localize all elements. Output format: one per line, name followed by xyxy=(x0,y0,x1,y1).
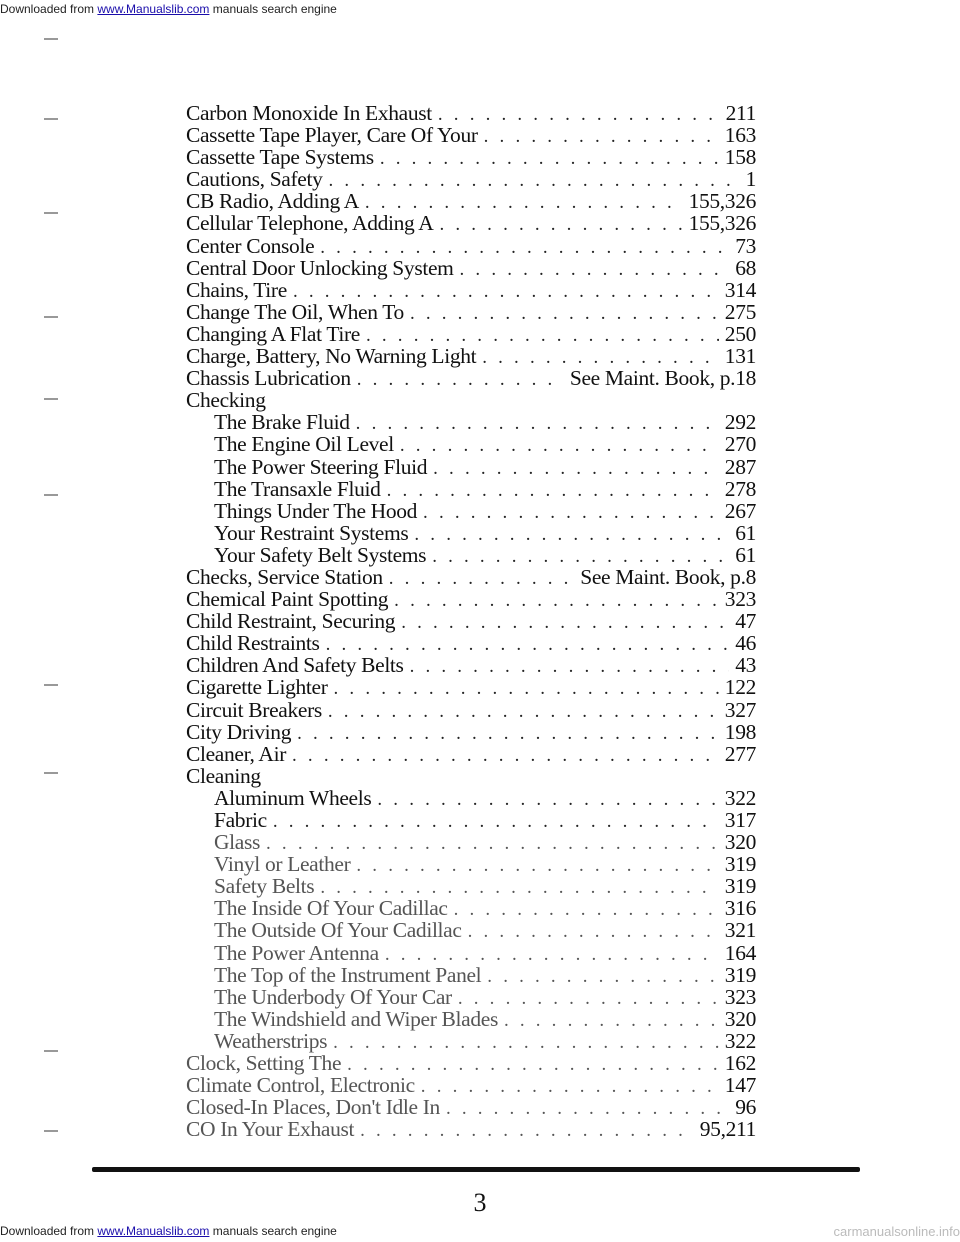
entry-page: 61 xyxy=(735,520,756,545)
entry-page: 292 xyxy=(724,410,756,435)
entry-page: 320 xyxy=(724,830,756,855)
index-subentry xyxy=(186,433,756,455)
index-subentry xyxy=(186,478,756,500)
entry-label: Children And Safety Belts xyxy=(186,653,404,678)
binding-mark xyxy=(44,212,58,214)
index-subentry xyxy=(186,500,756,522)
binding-mark xyxy=(44,1130,58,1132)
index-subentry xyxy=(186,897,756,919)
dot-leader xyxy=(410,303,719,325)
entry-page: 319 xyxy=(724,962,756,987)
index-entry xyxy=(186,1074,756,1096)
watermark: carmanualsonline.info xyxy=(833,1224,960,1239)
entry-page: 319 xyxy=(724,874,756,899)
index-entry xyxy=(186,721,756,743)
entry-page: 320 xyxy=(724,1006,756,1031)
download-footer xyxy=(0,1224,337,1238)
manualslib-footer-link[interactable]: www.Manualslib.com xyxy=(97,1224,210,1238)
index-subentry xyxy=(186,411,756,433)
entry-label: Cellular Telephone, Adding A xyxy=(186,211,434,236)
binding-mark xyxy=(44,118,58,120)
entry-page: 155,326 xyxy=(688,211,756,236)
entry-label: City Driving xyxy=(186,719,292,744)
heading-label: Checking xyxy=(186,388,266,413)
dot-leader xyxy=(421,1076,719,1098)
index-subentry xyxy=(186,919,756,941)
index-entry xyxy=(186,124,756,146)
index-subentry xyxy=(186,1030,756,1052)
dot-leader xyxy=(487,966,719,988)
entry-label: The Windshield and Wiper Blades xyxy=(214,1006,498,1031)
dot-leader xyxy=(377,789,718,811)
index-entry xyxy=(186,743,756,765)
entry-label: Carbon Monoxide In Exhaust xyxy=(186,101,432,125)
entry-page: 158 xyxy=(724,145,756,170)
binding-mark xyxy=(44,772,58,774)
entry-label: The Brake Fluid xyxy=(214,410,350,435)
entry-page: 164 xyxy=(724,940,756,965)
entry-page: 275 xyxy=(724,299,756,324)
dot-leader xyxy=(394,590,719,612)
footer-prefix: Downloaded from xyxy=(0,1224,98,1238)
index-entry xyxy=(186,212,756,234)
entry-page: 323 xyxy=(724,587,756,612)
dot-leader xyxy=(410,656,730,678)
entry-label: Child Restraint, Securing xyxy=(186,609,396,634)
index-entry xyxy=(186,279,756,301)
entry-page: 319 xyxy=(724,852,756,877)
dot-leader xyxy=(380,148,719,170)
entry-page: 162 xyxy=(724,1051,756,1076)
entry-page: 322 xyxy=(724,785,756,810)
entry-page: 95,211 xyxy=(699,1117,756,1142)
index-entry xyxy=(186,190,756,212)
entry-page: 47 xyxy=(735,609,756,634)
entry-page: 267 xyxy=(724,498,756,523)
footer-rule xyxy=(92,1167,860,1172)
index-subentry xyxy=(186,809,756,831)
entry-label: Change The Oil, When To xyxy=(186,299,404,324)
index-entry xyxy=(186,1052,756,1074)
entry-label: Clock, Setting The xyxy=(186,1051,342,1076)
dot-leader xyxy=(328,701,719,723)
dot-leader xyxy=(292,745,719,767)
index-subentry xyxy=(186,875,756,897)
entry-label: Child Restraints xyxy=(186,631,320,656)
index-subentry xyxy=(186,456,756,478)
entry-page: 1 xyxy=(745,167,756,192)
entry-label: Cautions, Safety xyxy=(186,167,323,192)
index-entry xyxy=(186,345,756,367)
index-entry xyxy=(186,632,756,654)
entry-page: See Maint. Book, p.18 xyxy=(569,366,756,391)
entry-page: 122 xyxy=(724,675,756,700)
index-list xyxy=(186,102,756,1140)
index-entry xyxy=(186,323,756,345)
index-entry xyxy=(186,699,756,721)
entry-page: 198 xyxy=(724,719,756,744)
dot-leader xyxy=(423,502,719,524)
entry-label: Central Door Unlocking System xyxy=(186,255,454,280)
entry-label: The Power Antenna xyxy=(214,940,379,965)
dot-leader xyxy=(273,811,719,833)
footer-suffix: manuals search engine xyxy=(209,1224,337,1238)
entry-label: Your Safety Belt Systems xyxy=(214,542,427,567)
entry-page: 321 xyxy=(724,918,756,943)
dot-leader xyxy=(439,214,682,236)
entry-label: The Engine Oil Level xyxy=(214,432,394,457)
entry-label: Vinyl or Leather xyxy=(214,852,351,877)
dot-leader xyxy=(389,568,574,590)
dot-leader xyxy=(401,612,729,634)
entry-label: Weatherstrips xyxy=(214,1028,328,1053)
entry-label: Cigarette Lighter xyxy=(186,675,328,700)
entry-page: 270 xyxy=(724,432,756,457)
entry-label: Chains, Tire xyxy=(186,277,287,302)
entry-label: Cassette Tape Player, Care Of Your xyxy=(186,123,478,148)
download-header xyxy=(0,2,337,16)
index-entry xyxy=(186,588,756,610)
index-heading xyxy=(186,765,756,787)
entry-page: 250 xyxy=(724,321,756,346)
entry-page: 73 xyxy=(735,233,756,258)
entry-page: 211 xyxy=(725,101,756,125)
dot-leader xyxy=(357,369,564,391)
entry-label: The Inside Of Your Cadillac xyxy=(214,896,448,921)
entry-label: Climate Control, Electronic xyxy=(186,1073,415,1098)
dot-leader xyxy=(400,435,719,457)
binding-mark xyxy=(44,1050,58,1052)
entry-page: 61 xyxy=(735,542,756,567)
entry-page: 317 xyxy=(724,808,756,832)
entry-label: Glass xyxy=(214,830,261,855)
entry-label: Checks, Service Station xyxy=(186,564,383,589)
dot-leader xyxy=(329,170,740,192)
entry-page: 316 xyxy=(724,896,756,921)
index-entry xyxy=(186,168,756,190)
manualslib-link[interactable]: www.Manualslib.com xyxy=(97,2,210,16)
index-subentry xyxy=(186,986,756,1008)
dot-leader xyxy=(360,1120,694,1142)
dot-leader xyxy=(333,1032,719,1054)
index-entry xyxy=(186,235,756,257)
entry-label: Cassette Tape Systems xyxy=(186,145,374,170)
entry-label: Chemical Paint Spotting xyxy=(186,587,389,612)
index-entry xyxy=(186,146,756,168)
entry-page: 46 xyxy=(735,631,756,656)
entry-label: Things Under The Hood xyxy=(214,498,418,523)
entry-label: CO In Your Exhaust xyxy=(186,1117,355,1142)
dot-leader xyxy=(356,413,719,435)
index-heading xyxy=(186,389,756,411)
entry-label: The Underbody Of Your Car xyxy=(214,984,452,1009)
entry-page: 43 xyxy=(735,653,756,678)
index-entry xyxy=(186,676,756,698)
entry-label: Your Restraint Systems xyxy=(214,520,409,545)
dot-leader xyxy=(454,899,719,921)
dot-leader xyxy=(468,921,719,943)
dot-leader xyxy=(446,1098,729,1120)
entry-page: 131 xyxy=(724,344,756,369)
entry-page: 323 xyxy=(724,984,756,1009)
entry-page: 277 xyxy=(724,741,756,766)
index-subentry xyxy=(186,522,756,544)
entry-label: The Outside Of Your Cadillac xyxy=(214,918,462,943)
entry-label: The Top of the Instrument Panel xyxy=(214,962,482,987)
dot-leader xyxy=(387,480,719,502)
index-entry xyxy=(186,301,756,323)
binding-mark xyxy=(44,398,58,400)
entry-label: Aluminum Wheels xyxy=(214,785,372,810)
dot-leader xyxy=(334,678,719,700)
entry-label: Fabric xyxy=(214,808,267,832)
entry-label: The Power Steering Fluid xyxy=(214,454,428,479)
entry-label: Cleaner, Air xyxy=(186,741,287,766)
index-entry xyxy=(186,102,756,124)
entry-label: The Transaxle Fluid xyxy=(214,476,381,501)
index-entry xyxy=(186,1096,756,1118)
entry-label: Chassis Lubrication xyxy=(186,366,351,391)
dot-leader xyxy=(433,458,719,480)
index-entry xyxy=(186,1118,756,1140)
entry-page: 96 xyxy=(735,1095,756,1120)
index-subentry xyxy=(186,942,756,964)
entry-label: Center Console xyxy=(186,233,315,258)
binding-mark xyxy=(44,316,58,318)
entry-page: 322 xyxy=(724,1028,756,1053)
index-subentry xyxy=(186,964,756,986)
dot-leader xyxy=(356,855,718,877)
index-subentry xyxy=(186,853,756,875)
dot-leader xyxy=(460,259,730,281)
entry-page: 147 xyxy=(724,1073,756,1098)
index-subentry xyxy=(186,1008,756,1030)
binding-mark xyxy=(44,494,58,496)
dot-leader xyxy=(414,524,729,546)
entry-page: 163 xyxy=(724,123,756,148)
dot-leader xyxy=(484,126,719,148)
entry-page: 155,326 xyxy=(688,189,756,214)
entry-page: 287 xyxy=(724,454,756,479)
header-prefix: Downloaded from xyxy=(0,2,98,16)
entry-page: 68 xyxy=(735,255,756,280)
page-number: 3 xyxy=(473,1188,487,1217)
index-subentry xyxy=(186,831,756,853)
dot-leader xyxy=(438,104,720,126)
heading-label: Cleaning xyxy=(186,763,261,788)
index-subentry xyxy=(186,544,756,566)
index-entry xyxy=(186,610,756,632)
index-entry xyxy=(186,257,756,279)
index-entry xyxy=(186,654,756,676)
header-suffix: manuals search engine xyxy=(209,2,337,16)
entry-page: 278 xyxy=(724,476,756,501)
dot-leader xyxy=(504,1010,719,1032)
entry-label: Charge, Battery, No Warning Light xyxy=(186,344,477,369)
entry-label: Safety Belts xyxy=(214,874,315,899)
entry-label: CB Radio, Adding A xyxy=(186,189,359,214)
binding-mark xyxy=(44,684,58,686)
dot-leader xyxy=(297,723,719,745)
entry-label: Closed-In Places, Don't Idle In xyxy=(186,1095,440,1120)
binding-mark xyxy=(44,38,58,40)
entry-page: See Maint. Book, p.8 xyxy=(580,564,756,589)
index-entry xyxy=(186,566,756,588)
entry-label: Changing A Flat Tire xyxy=(186,321,360,346)
entry-label: Circuit Breakers xyxy=(186,697,322,722)
index-subentry xyxy=(186,787,756,809)
entry-page: 314 xyxy=(724,277,756,302)
index-entry xyxy=(186,367,756,389)
entry-page: 327 xyxy=(724,697,756,722)
